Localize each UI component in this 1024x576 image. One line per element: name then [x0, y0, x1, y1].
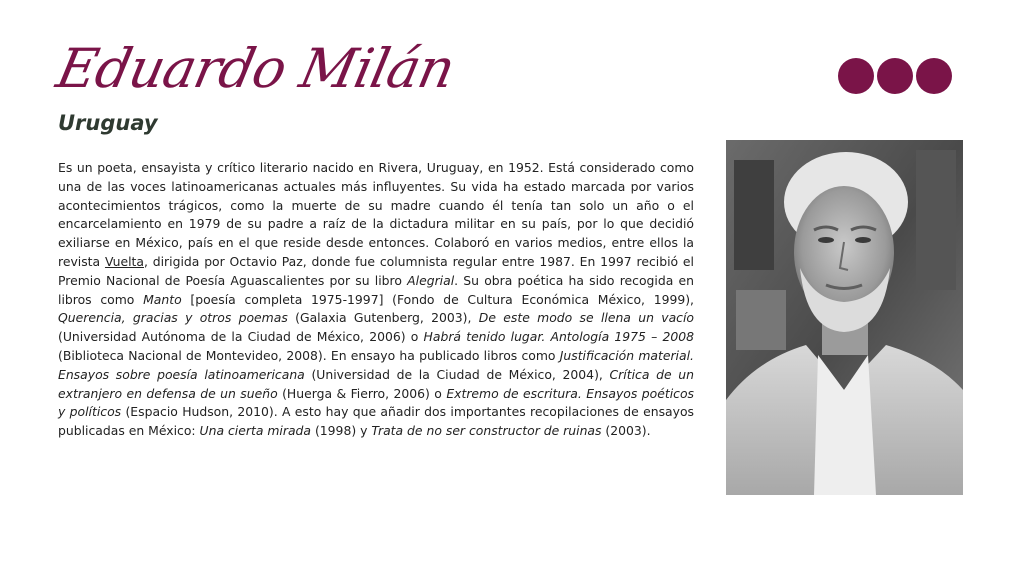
- bio-italic-title: Querencia, gracias y otros poemas: [58, 310, 288, 326]
- bio-text-run: . Su obra poética ha sido recogida en libros como: [58, 272, 694, 307]
- bio-italic-title: Justificación material. Ensayos sobre poesía latinoamericana: [58, 347, 694, 382]
- bio-italic-title: Manto: [143, 291, 182, 307]
- author-country-subtitle: Uruguay: [58, 111, 158, 135]
- circle-dot-icon: [877, 58, 913, 94]
- bio-text-run: (Universidad Autónoma de la Ciudad de México, 2006) o: [58, 329, 424, 345]
- bio-text-run: (Universidad de la Ciudad de México, 2004),: [304, 366, 610, 382]
- bio-text-run: [poesía completa 1975-1997] (Fondo de Cultura Económica México, 1999),: [181, 291, 694, 307]
- circle-dot-icon: [916, 58, 952, 94]
- bio-italic-title: De este modo se llena un vacío: [478, 310, 695, 326]
- bio-italic-title: Extremo de escritura. Ensayos poéticos y políticos: [58, 385, 694, 420]
- bio-italic-title: Crítica de un extranjero en defensa de un sueño: [58, 366, 694, 401]
- bio-text-run: (1998) y: [311, 423, 372, 439]
- bio-italic-title: Alegrial: [407, 272, 455, 288]
- bio-text-run: Es un poeta, ensayista y crítico literario nacido en Rivera, Uruguay, en 1952. Está considerado como una de las voces latinoamericanas actuales más influyentes. Su vida ha estado marcada por varios acontecimientos trágicos, como la muerte de su madre cuando él tenía tan solo un año o el encarcelamiento en 1979 de su padre a raíz de la dictadura militar en su país, por lo que decidió exiliarse en México, país en el que reside desde entonces. Colaboró en varios medios, entre ellos la revista: [58, 160, 694, 269]
- bio-text-run: (Biblioteca Nacional de Montevideo, 2008). En ensayo ha publicado libros como: [58, 347, 560, 363]
- bio-text-run: (Huerga & Fierro, 2006) o: [277, 385, 447, 401]
- bio-text-run: (Espacio Hudson, 2010). A esto hay que añadir dos importantes recopilaciones de ensayos publicadas en México:: [58, 404, 694, 439]
- bio-italic-title: Trata de no ser constructor de ruinas: [371, 423, 602, 439]
- biography-paragraph: [58, 159, 694, 441]
- bio-italic-title: Una cierta mirada: [199, 423, 312, 439]
- bio-text-run: (Galaxia Gutenberg, 2003),: [287, 310, 479, 326]
- author-portrait-photo: [726, 140, 963, 495]
- circle-dot-icon: [838, 58, 874, 94]
- bio-text-run: , dirigida por Octavio Paz, donde fue columnista regular entre 1987. En 1997 recibió el Premio Nacional de Poesía Aguascalientes por su libro: [58, 253, 694, 288]
- bio-text-run: (2003).: [601, 423, 651, 439]
- bio-underlined-title: Vuelta: [104, 253, 144, 269]
- decorative-dots: [838, 58, 953, 94]
- bio-italic-title: Habrá tenido lugar. Antología 1975 – 2008: [423, 329, 695, 345]
- author-name-title: Eduardo Milán: [51, 37, 460, 100]
